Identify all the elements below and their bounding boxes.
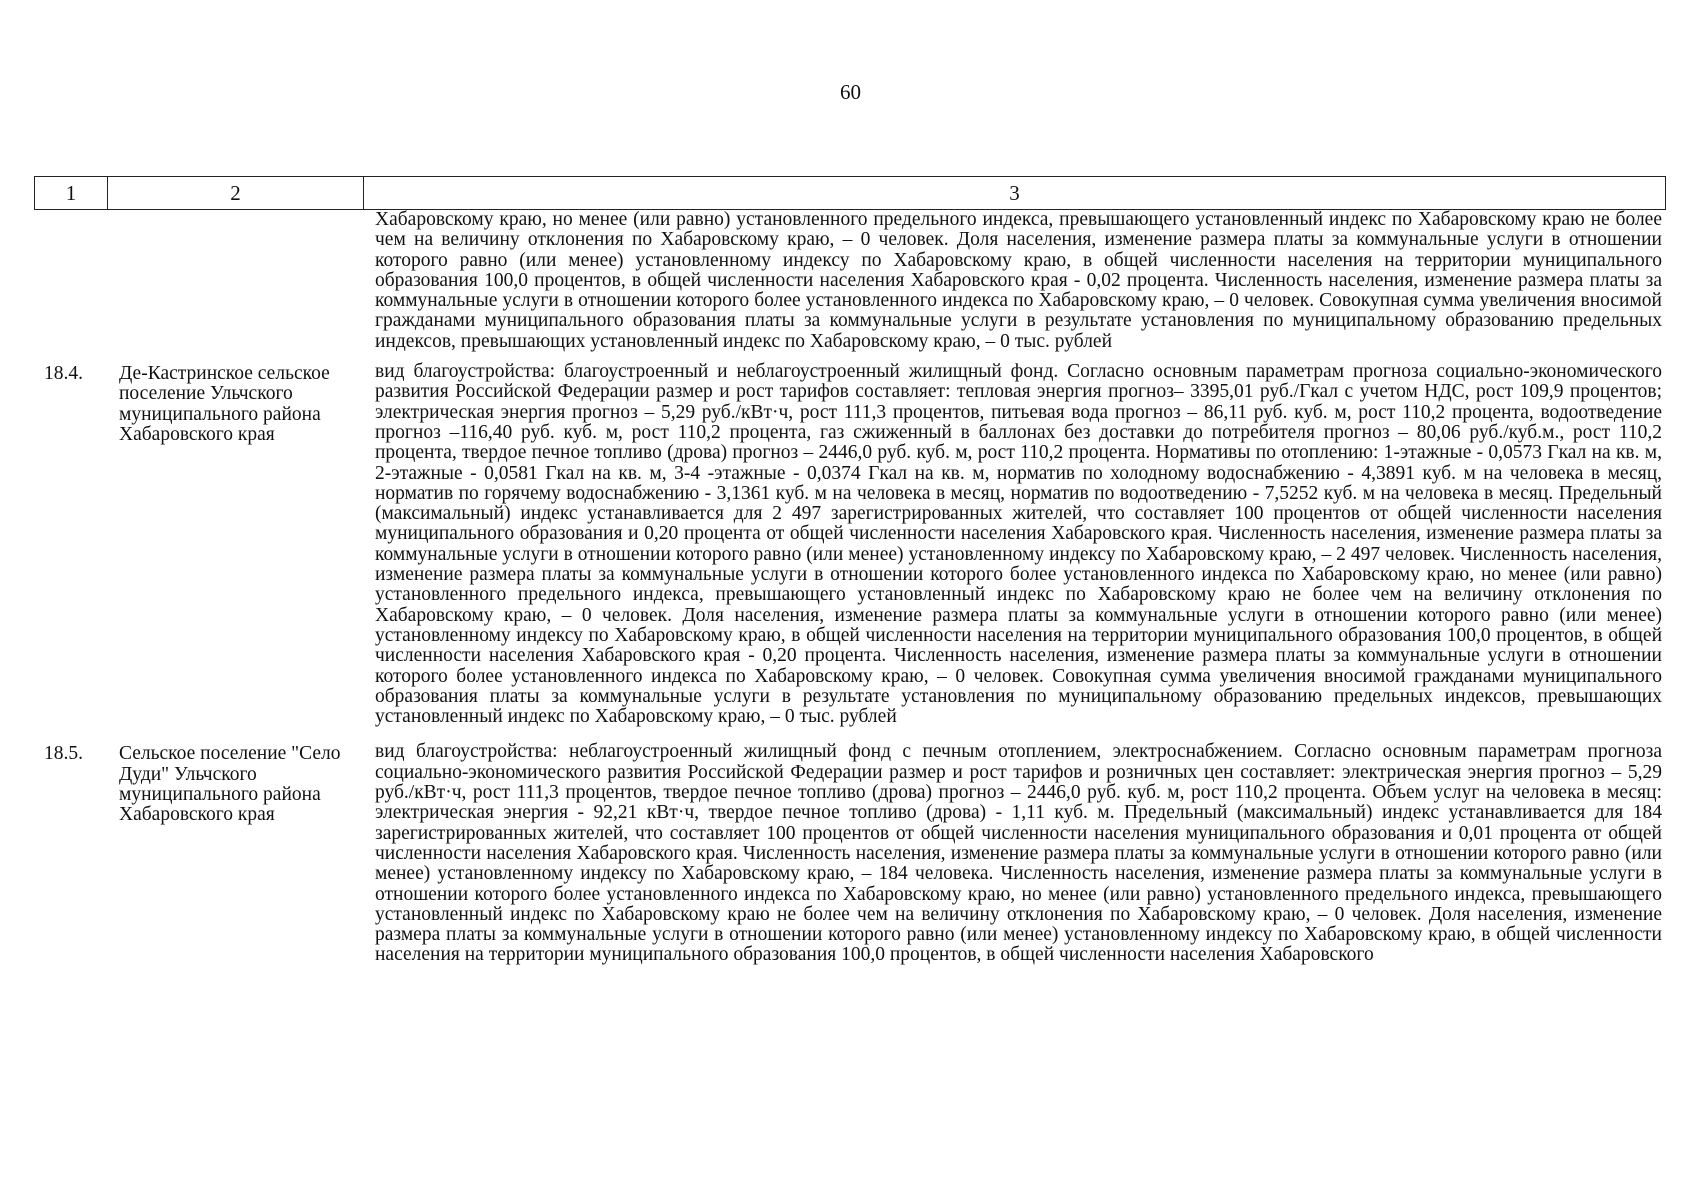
page-number: 60 <box>840 80 861 104</box>
municipality-name: Де-Кастринское сельское поселение Ульчского муниципального района Хабаровского края <box>119 363 330 445</box>
table-header <box>34 176 1666 210</box>
row-number <box>34 210 107 212</box>
municipality-name: Сельское поселение "Село Дуди" Ульчского муниципального района Хабаровского края <box>119 743 341 826</box>
row-description: вид благоустройства: благоустроенный и неблагоустроенный жилищный фонд. Согласно основным параметрам прогноза социально-экономического развития Российской Федерации размер и рост тарифов составляет: тепловая энергия прогноз– 3395,01 руб./Гкал с учетом НДС, рост 109,9 процентов; электрическая энергия прогноз – 5,29 руб./кВт·ч, рост 111,3 процентов, питьевая вода прогноз – 86,11 руб. куб. м, рост 110,2 процента, водоотведение прогноз –116,40 руб. куб. м, рост 110,2 процента, газ сжиженный в баллонах без доставки до потребителя прогноз – 80,06 руб./куб.м., рост 110,2 процента, твердое печное топливо (дрова) прогноз – 2446,0 руб. куб. м, рост 110,2 процента. Нормативы по отоплению: 1-этажные - 0,0573 Гкал на кв. м, 2-этажные - 0,0581 Гкал на кв. м, 3-4 -этажные - 0,0374 Гкал на кв. м, норматив по холодному водоснабжению - 4,3891 куб. м на человека в месяц, норматив по горячему водоснабжению - 3,1361 куб. м на человека в месяц, норматив по водоотведению - 7,5252 куб. м на человека в месяц. Предельный (максимальный) индекс устанавливается для 2 497 зарегистрированных жителей, что составляет 100 процентов от общей численности населения муниципального образования и 0,20 процента от общей численности населения Хабаровского края. Численность населения, изменение размера платы за коммунальные услуги в отношении которого равно (или менее) установленному индексу по Хабаровскому краю, – 2 497 человек. Численность населения, изменение размера платы за коммунальные услуги в отношении которого более установленного индекса по Хабаровскому краю, но менее (или равно) установленного предельного индекса, превышающего установленный индекс по Хабаровскому краю не более чем на величину отклонения по Хабаровскому краю, – 0 человек. Доля населения, изменение размера платы за коммунальные услуги в отношении которого равно (или менее) установленному индексу по Хабаровскому краю, в общей численности населения на территории муниципального образования 100,0 процентов, в общей численности населения Хабаровского края - 0,20 процента. Численность населения, изменение размера платы за коммунальные услуги в отношении которого более установленного индекса по Хабаровскому краю, – 0 человек. Совокупная сумма увеличения вносимой гражданами муниципального образования платы за коммунальные услуги в результате установления по муниципальному образованию предельных индексов, превышающих установленный индекс по Хабаровскому краю, – 0 тыс. рублей <box>375 361 1662 728</box>
row-number: 18.4. <box>44 363 83 385</box>
column-header-1: 1 <box>34 177 107 209</box>
municipality-name <box>107 210 363 212</box>
data-table <box>34 176 1666 966</box>
row-number: 18.5. <box>44 743 83 765</box>
row-description: Хабаровскому краю, но менее (или равно) установленного предельного индекса, превышающего установленный индекс по Хабаровскому краю не более чем на величину отклонения по Хабаровскому краю, – 0 человек. Доля населения, изменение размера платы за коммунальные услуги в отношении которого равно (или менее) установленному индексу по Хабаровскому краю, в общей численности населения на территории муниципального образования 100,0 процентов, в общей численности населения Хабаровского края - 0,02 процента. Численность населения, изменение размера платы за коммунальные услуги в отношении которого более установленного индекса по Хабаровскому краю, – 0 человек. Совокупная сумма увеличения вносимой гражданами муниципального образования платы за коммунальные услуги в результате установления по муниципальному образованию предельных индексов, превышающих установленный индекс по Хабаровскому краю, – 0 тыс. рублей <box>375 209 1662 352</box>
column-header-2: 2 <box>107 177 363 209</box>
table-row-18-5 <box>34 742 1666 965</box>
row-description: вид благоустройства: неблагоустроенный жилищный фонд с печным отоплением, электроснабжением. Согласно основным параметрам прогноза социально-экономического развития Российской Федерации размер и рост тарифов и розничных цен составляет: электрическая энергия прогноз – 5,29 руб./кВт·ч, рост 111,3 процентов, твердое печное топливо (дрова) прогноз – 2446,0 руб. куб. м, рост 110,2 процента. Объем услуг на человека в месяц: электрическая энергия - 92,21 кВт·ч, твердое печное топливо (дрова) - 1,11 куб. м. Предельный (максимальный) индекс устанавливается для 184 зарегистрированных жителей, что составляет 100 процентов от общей численности населения муниципального образования и 0,01 процента от общей численности населения Хабаровского края. Численность населения, изменение размера платы за коммунальные услуги в отношении которого равно (или менее) установленному индексу по Хабаровскому краю, – 184 человека. Численность населения, изменение размера платы за коммунальные услуги в отношении которого более установленного индекса по Хабаровскому краю, но менее (или равно) установленного предельного индекса, превышающего установленный индекс по Хабаровскому краю не более чем на величину отклонения по Хабаровскому краю, – 0 человек. Доля населения, изменение размера платы за коммунальные услуги в отношении которого равно (или менее) установленному индексу по Хабаровскому краю, в общей численности населения на территории муниципального образования 100,0 процентов, в общей численности населения Хабаровского <box>375 741 1662 966</box>
table-row-continuation <box>34 210 1666 352</box>
table-row-18-4 <box>34 362 1666 727</box>
column-header-3: 3 <box>363 177 1666 209</box>
